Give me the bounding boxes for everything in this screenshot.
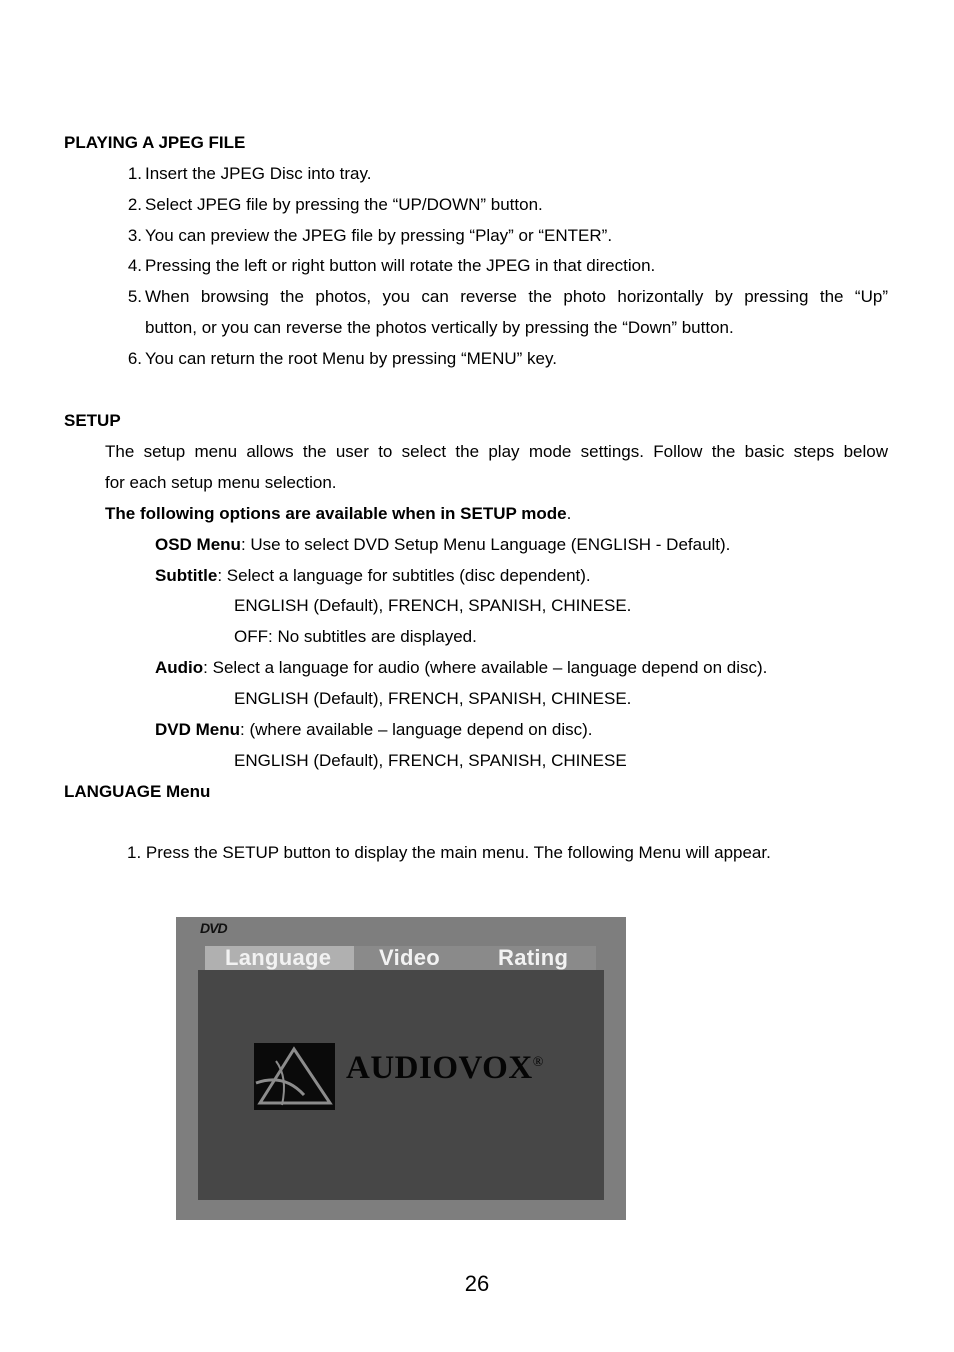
setup-menu-screenshot	[176, 917, 626, 1220]
options-heading-bold: The following options are available when in SETUP mode	[105, 504, 567, 523]
subtitle-label: Subtitle	[155, 566, 218, 585]
menu-tab-video[interactable]: Video	[379, 945, 441, 970]
language-step: 1. Press the SETUP button to display the main menu. The following Menu will appear.	[127, 843, 771, 862]
setup-intro: The setup menu allows the user to select the play mode settings. Follow the basic steps below	[105, 442, 888, 461]
dvd-menu-option	[155, 720, 593, 740]
setup-intro-continued: for each setup menu selection.	[105, 473, 337, 492]
dvd-logo: DVD	[200, 920, 227, 936]
osd-menu-text: : Use to select DVD Setup Menu Language (ENGLISH - Default).	[240, 535, 731, 554]
audio-label: Audio	[155, 658, 204, 677]
dvd-menu-label: DVD Menu	[155, 720, 240, 739]
step-text: When browsing the photos, you can reverse the photo horizontally by pressing the “Up”	[145, 287, 888, 306]
subtitle-values: ENGLISH (Default), FRENCH, SPANISH, CHINESE.	[234, 596, 632, 615]
registered-mark: ®	[532, 1055, 544, 1070]
step-text: You can preview the JPEG file by pressing “Play” or “ENTER”.	[145, 226, 613, 245]
menu-tab-language[interactable]: Language	[225, 945, 332, 970]
screen-body	[198, 970, 604, 1200]
audio-values: ENGLISH (Default), FRENCH, SPANISH, CHINESE.	[234, 689, 632, 708]
osd-menu-label: OSD Menu	[155, 535, 241, 554]
setup-heading: SETUP	[64, 411, 121, 430]
step-number: 3.	[127, 226, 142, 245]
menu-tab-rating[interactable]: Rating	[498, 945, 569, 970]
osd-menu-option	[155, 535, 730, 555]
subtitle-off: OFF: No subtitles are displayed.	[234, 627, 477, 646]
options-heading	[105, 504, 571, 524]
step-text: Insert the JPEG Disc into tray.	[145, 164, 372, 183]
step-text: Pressing the left or right button will rotate the JPEG in that direction.	[145, 256, 656, 275]
audiovox-brand	[346, 1050, 544, 1087]
jpeg-heading: PLAYING A JPEG FILE	[64, 133, 246, 152]
audio-option	[155, 658, 767, 678]
step-number: 2.	[127, 195, 142, 214]
step-number: 4.	[127, 256, 142, 275]
subtitle-option	[155, 566, 591, 586]
dvd-menu-text: : (where available – language depend on disc).	[240, 720, 593, 739]
dvd-menu-values: ENGLISH (Default), FRENCH, SPANISH, CHINESE	[234, 751, 627, 770]
audiovox-emblem-icon	[254, 1043, 335, 1110]
setup-menu-bar	[205, 946, 596, 970]
step-text: You can return the root Menu by pressing “MENU” key.	[145, 349, 557, 368]
language-heading: LANGUAGE Menu	[64, 782, 211, 801]
subtitle-text: : Select a language for subtitles (disc dependent).	[217, 566, 591, 585]
step-text: Select JPEG file by pressing the “UP/DOWN” button.	[145, 195, 543, 214]
page-number: 26	[464, 1271, 490, 1296]
audiovox-brand-name: AUDIOVOX	[346, 1050, 533, 1086]
options-heading-period: .	[566, 504, 572, 523]
step-text-continued: button, or you can reverse the photos vertically by pressing the “Down” button.	[145, 318, 734, 337]
step-number: 6.	[127, 349, 142, 368]
step-number: 5.	[127, 287, 142, 306]
step-number: 1.	[127, 164, 142, 183]
audio-text: : Select a language for audio (where available – language depend on disc).	[203, 658, 768, 677]
